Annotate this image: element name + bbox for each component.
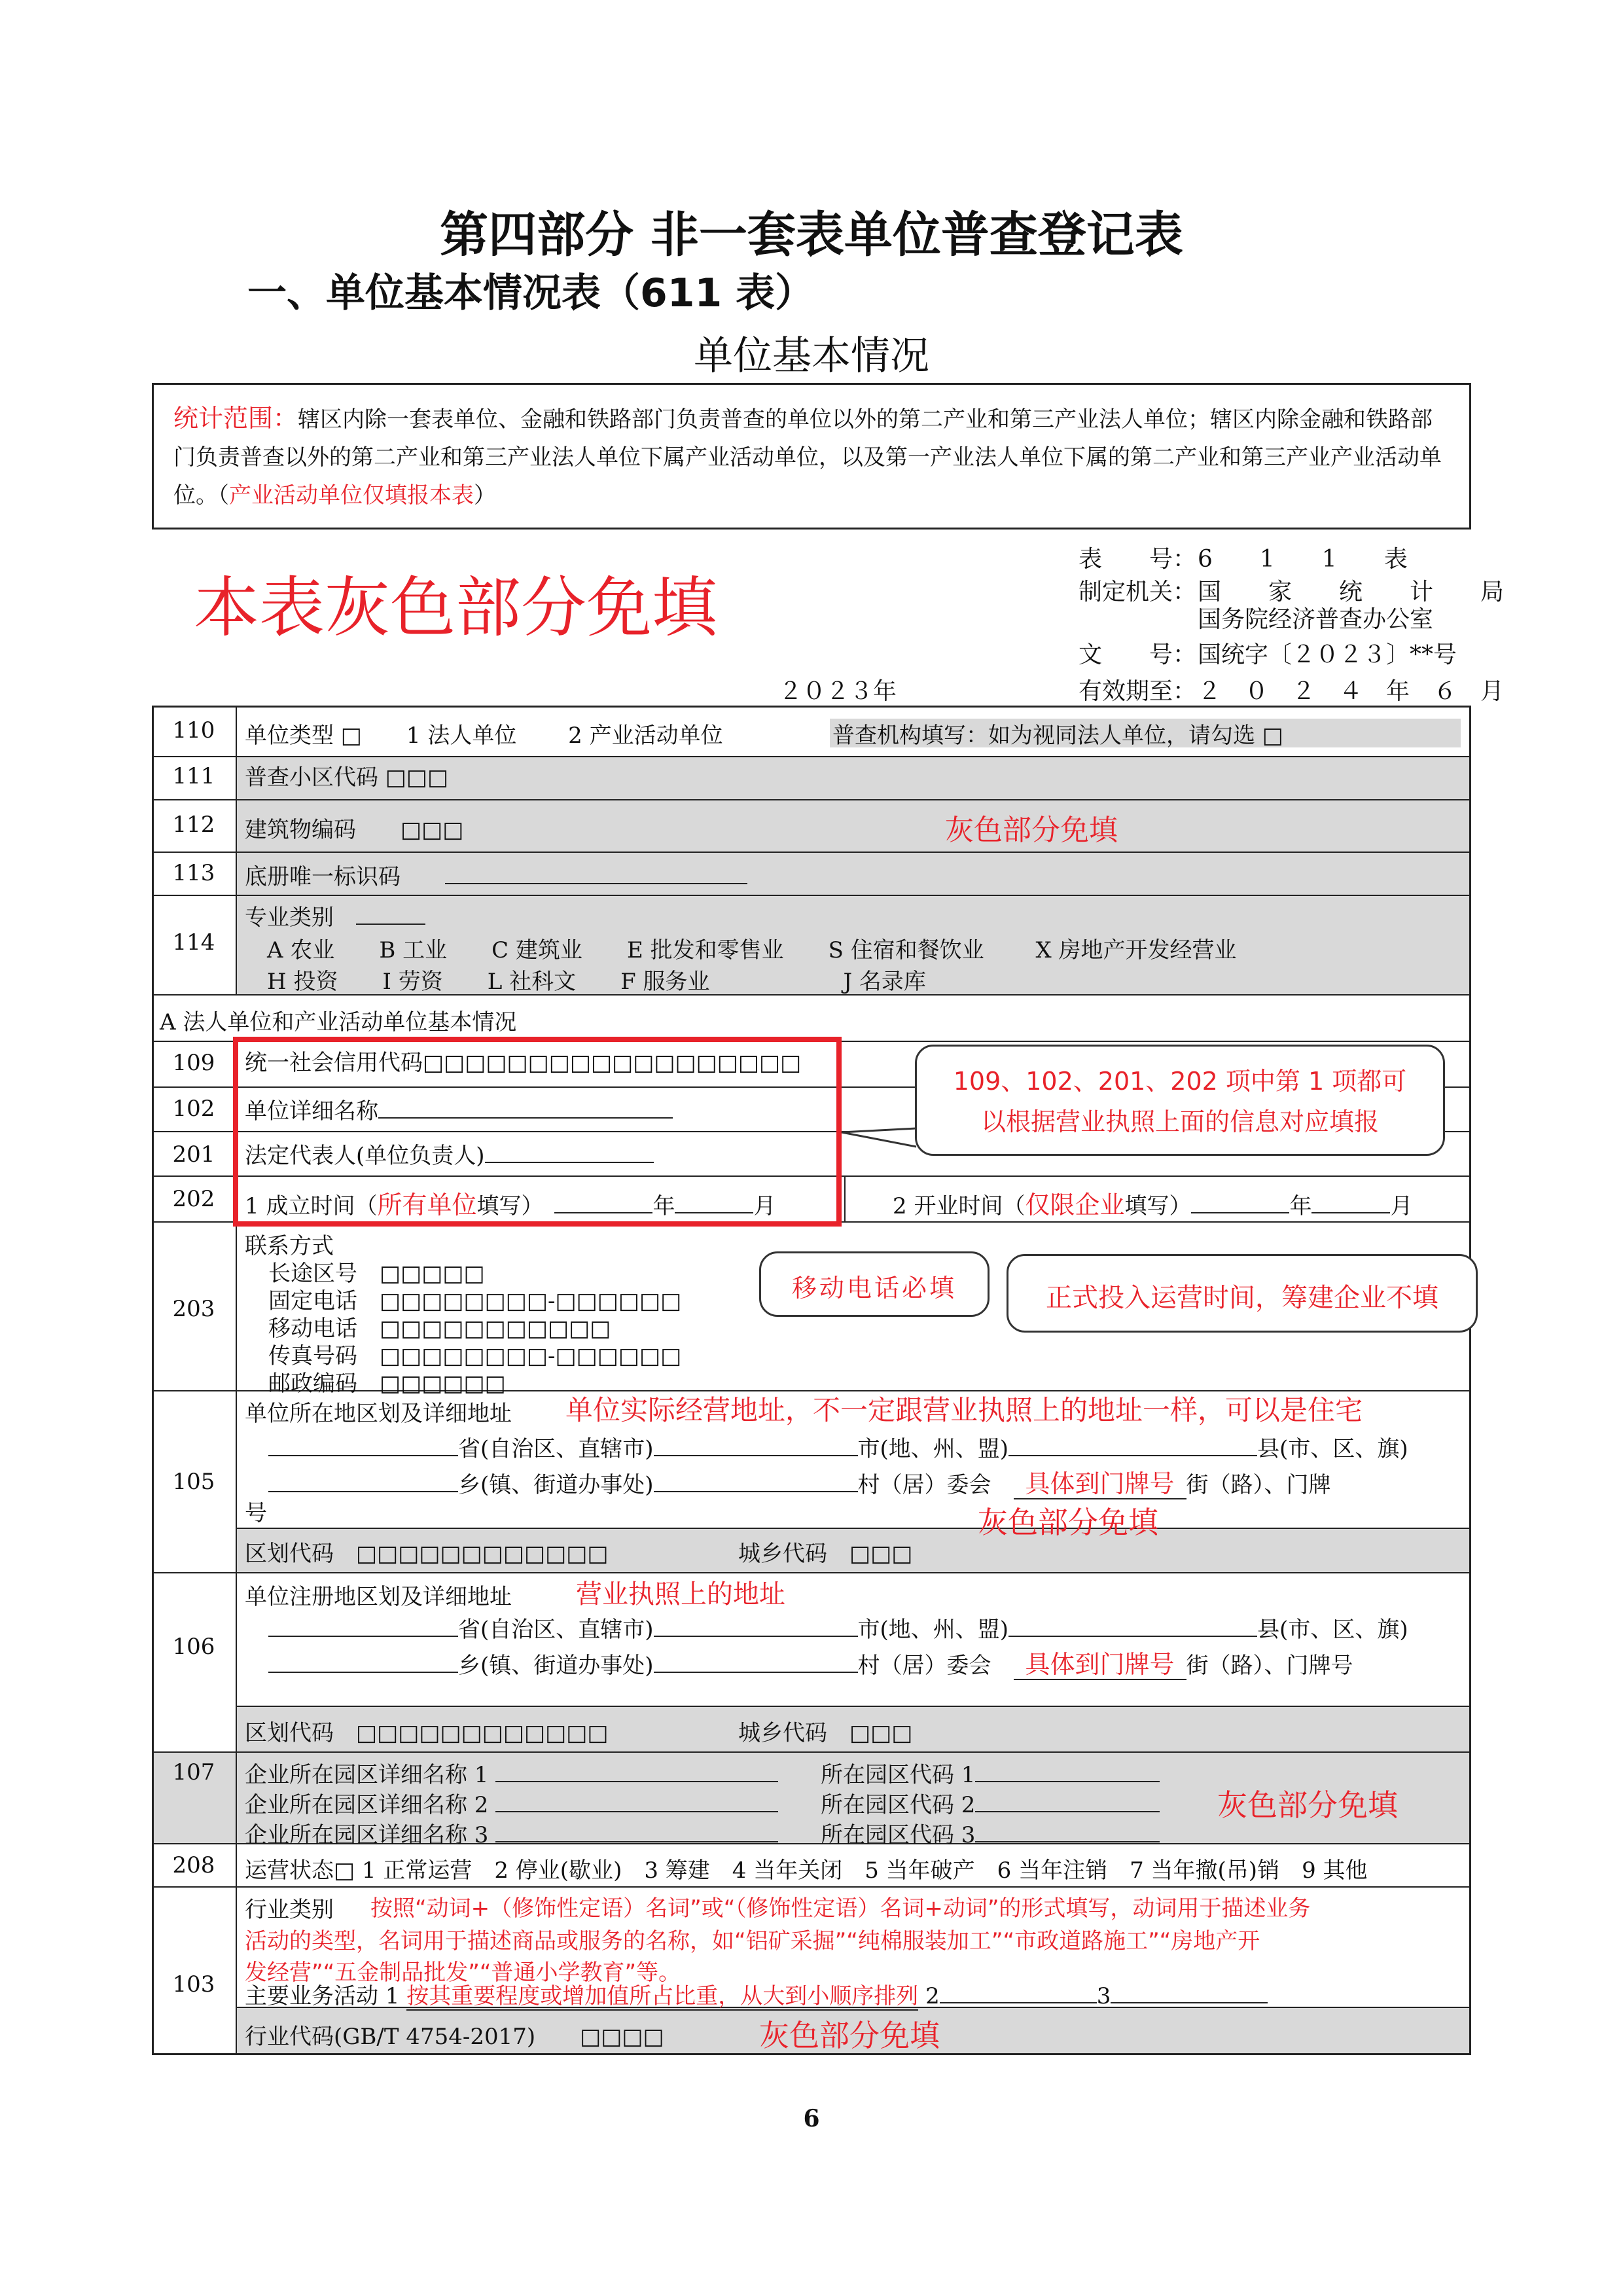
callout1-pointer bbox=[842, 1128, 916, 1147]
section-a-heading: A 法人单位和产业活动单位基本情况 bbox=[160, 1009, 517, 1035]
code-col-divider bbox=[236, 706, 237, 994]
r106-county: 县(市、区、旗) bbox=[1257, 1617, 1408, 1643]
row-border bbox=[152, 799, 1471, 800]
r106-line1[interactable] bbox=[268, 1611, 1408, 1643]
r105-line1[interactable] bbox=[268, 1431, 1408, 1463]
r203-fax[interactable]: 传真号码 □□□□□□□□-□□□□□□ bbox=[268, 1343, 682, 1369]
page-title: 第四部分 非一套表单位普查登记表 bbox=[440, 207, 1183, 263]
meta-valid-label: 有效期至： bbox=[1079, 678, 1197, 705]
r106-street-note: 具体到门牌号 bbox=[1014, 1650, 1186, 1680]
r105-village-blank bbox=[654, 1469, 858, 1492]
r102-text: 单位详细名称 bbox=[245, 1098, 378, 1124]
r107-code2-blank bbox=[975, 1789, 1160, 1812]
r107-name3-blank bbox=[495, 1819, 778, 1842]
r105-prov-blank bbox=[268, 1433, 458, 1456]
scope-note: 产业活动单位仅填报本表 bbox=[229, 482, 474, 509]
r105-town: 乡(镇、街道办事处) bbox=[458, 1472, 654, 1498]
r202-year: 年 bbox=[652, 1193, 675, 1219]
r107-name1-blank bbox=[495, 1759, 778, 1782]
r112-text[interactable]: 建筑物编码 □□□ bbox=[245, 817, 464, 843]
r202-month2: 月 bbox=[1390, 1193, 1413, 1219]
r107-code1-label: 所在园区代码 1 bbox=[821, 1762, 976, 1788]
r107-name3-label: 企业所在园区详细名称 3 bbox=[245, 1822, 489, 1848]
meta-org-label: 制定机关： bbox=[1079, 579, 1197, 605]
r203-label: 联系方式 bbox=[245, 1233, 334, 1259]
r105-street-note: 具体到门牌号 bbox=[1014, 1469, 1186, 1499]
scope-label: 统计范围： bbox=[173, 404, 298, 433]
scope-box bbox=[152, 383, 1471, 529]
r107-code1-blank bbox=[975, 1759, 1160, 1782]
r105-county: 县(市、区、旗) bbox=[1257, 1436, 1408, 1462]
r202-p2: 2 开业时间（ bbox=[893, 1193, 1026, 1219]
r103-n3: 3 bbox=[1096, 1983, 1111, 2009]
r202-month: 月 bbox=[753, 1193, 776, 1219]
r103-n3-blank bbox=[1111, 1980, 1268, 2003]
r109-text[interactable]: 统一社会信用代码□□□□□□□□□□□□□□□□□□ bbox=[245, 1050, 802, 1076]
r103-n2: 2 bbox=[925, 1983, 940, 2009]
r202-p2-red: 仅限企业 bbox=[1025, 1191, 1125, 1219]
r203-area-code[interactable]: 长途区号 □□□□□ bbox=[268, 1261, 485, 1287]
code-106: 106 bbox=[172, 1634, 215, 1660]
r202-p2b: 填写） bbox=[1124, 1193, 1192, 1219]
r105-city: 市(地、州、盟) bbox=[857, 1436, 1009, 1462]
r114-options-1: A 农业 B 工业 C 建筑业 E 批发和零售业 S 住宿和餐饮业 X 房地产开发经营业 bbox=[267, 937, 1237, 963]
r105-street: 街（路）、门牌 bbox=[1186, 1472, 1331, 1498]
meta-table-no-label: 表 号： bbox=[1079, 546, 1197, 573]
r107-code2-label: 所在园区代码 2 bbox=[821, 1792, 976, 1818]
code-107: 107 bbox=[172, 1759, 215, 1785]
meta-valid: ２ ０ ２ ４ 年 ６ 月 bbox=[1198, 678, 1505, 705]
meta-org1: 国 家 统 计 局 bbox=[1198, 579, 1505, 605]
meta-year: ２０２３年 bbox=[779, 678, 897, 705]
row-border bbox=[152, 895, 1471, 896]
r105-line2[interactable] bbox=[268, 1463, 1331, 1499]
code-111: 111 bbox=[172, 763, 215, 789]
row-border bbox=[236, 1706, 1471, 1707]
code-208: 208 bbox=[172, 1852, 215, 1878]
r202-p1: 1 成立时间（ bbox=[245, 1193, 378, 1219]
r106-town-blank bbox=[268, 1649, 458, 1673]
r103-main-activity[interactable] bbox=[245, 1978, 1268, 2010]
r111-text[interactable]: 普查小区代码 □□□ bbox=[245, 764, 449, 791]
row-border bbox=[152, 1886, 1471, 1888]
section-title: 单位基本情况 bbox=[694, 333, 929, 379]
r202-p1-red: 所有单位 bbox=[377, 1191, 477, 1219]
r202-year2: 年 bbox=[1289, 1193, 1312, 1219]
code-201: 201 bbox=[172, 1141, 215, 1168]
r103-desc3: 发经营”“五金制品批发”“普通小学教育”等。 bbox=[245, 1960, 681, 1986]
r106-town: 乡(镇、街道办事处) bbox=[458, 1653, 654, 1679]
r103-industry-code[interactable]: 行业代码(GB/T 4754-2017) □□□□ bbox=[245, 2024, 664, 2050]
row-border bbox=[152, 756, 1471, 757]
meta-org2: 国务院经济普查办公室 bbox=[1198, 606, 1434, 633]
r103-main-note: 按其重要程度或增加值所占比重，从大到小顺序排列 bbox=[406, 1983, 919, 2009]
code-102: 102 bbox=[172, 1096, 215, 1122]
r203-landline[interactable]: 固定电话 □□□□□□□□-□□□□□□ bbox=[268, 1288, 682, 1314]
code-113: 113 bbox=[172, 860, 215, 886]
r110-unit-type[interactable]: 单位类型 □ 1 法人单位 2 产业活动单位 bbox=[245, 723, 723, 749]
r105-note: 单位实际经营地址，不一定跟营业执照上的地址一样，可以是住宅 bbox=[565, 1394, 1363, 1426]
r107-gray-note: 灰色部分免填 bbox=[1217, 1787, 1398, 1823]
scope-text: 辖区内除一套表单位、金融和铁路部门负责普查的单位以外的第二产业和第三产业法人单位；辖区内除金融和铁路部门负责普查以外的第二产业和第三产业法人单位下属产业活动单位，以及第一产业法人单位下属的第二产业和第三产业产业活动单位。（ bbox=[173, 406, 1442, 509]
callout-license-info bbox=[915, 1045, 1445, 1156]
r113-text: 底册唯一标识码 bbox=[245, 864, 401, 890]
code-109: 109 bbox=[172, 1050, 215, 1076]
r107-code3[interactable] bbox=[821, 1817, 1160, 1849]
callout1-line1: 109、102、201、202 项中第 1 项都可 bbox=[953, 1067, 1407, 1096]
r105-division-code[interactable]: 区划代码 □□□□□□□□□□□□ bbox=[245, 1541, 609, 1567]
r106-label: 单位注册地区划及详细地址 bbox=[245, 1584, 512, 1610]
r203-mobile[interactable]: 移动电话 □□□□□□□□□□□ bbox=[268, 1316, 611, 1342]
code-105: 105 bbox=[172, 1469, 215, 1495]
code-110: 110 bbox=[172, 717, 215, 744]
meta-table-no: 6 1 1 表 bbox=[1198, 546, 1408, 573]
r105-county-blank bbox=[1008, 1433, 1257, 1456]
r110-gray-note[interactable]: 普查机构填写：如为视同法人单位，请勾选 □ bbox=[832, 723, 1283, 749]
r103-main-label: 主要业务活动 1 bbox=[245, 1983, 400, 2009]
r106-line2[interactable] bbox=[268, 1644, 1353, 1680]
page-number: 6 bbox=[803, 2105, 820, 2132]
scope-close: ） bbox=[474, 482, 496, 509]
r107-name2-label: 企业所在园区详细名称 2 bbox=[245, 1792, 489, 1818]
highlight-box-109-202 bbox=[233, 1037, 842, 1227]
r106-street: 街（路）、门牌号 bbox=[1186, 1653, 1353, 1679]
r208-status[interactable]: 运营状态□ 1 正常运营 2 停业(歇业) 3 筹建 4 当年关闭 5 当年破产 6 当年注销 7 当年撤(吊)销 9 其他 bbox=[245, 1857, 1368, 1884]
r107-name1[interactable] bbox=[245, 1757, 778, 1789]
r106-village-blank bbox=[654, 1649, 858, 1673]
r105-prov: 省(自治区、直辖市) bbox=[458, 1436, 654, 1462]
r202-p1b: 填写） bbox=[476, 1193, 533, 1219]
r105-gray-note: 灰色部分免填 bbox=[978, 1505, 1158, 1540]
r106-prov: 省(自治区、直辖市) bbox=[458, 1617, 654, 1643]
r105-urban-code[interactable]: 城乡代码 □□□ bbox=[738, 1541, 913, 1567]
r106-prov-blank bbox=[268, 1613, 458, 1637]
table-title: 一、单位基本情况表（611 表） bbox=[247, 270, 815, 316]
r106-village: 村（居）委会 bbox=[857, 1653, 991, 1679]
r106-division-code[interactable]: 区划代码 □□□□□□□□□□□□ bbox=[245, 1720, 609, 1746]
r113-underline bbox=[445, 861, 747, 884]
r107-name2[interactable] bbox=[245, 1787, 778, 1819]
r113-label[interactable] bbox=[245, 859, 747, 891]
row-border bbox=[152, 1572, 1471, 1573]
r106-note: 营业执照上的地址 bbox=[576, 1579, 785, 1609]
r114-label-wrap[interactable] bbox=[245, 899, 425, 931]
r103-gray-note: 灰色部分免填 bbox=[759, 2018, 940, 2053]
r107-code2[interactable] bbox=[821, 1787, 1160, 1819]
callout1-line2: 以根据营业执照上面的信息对应填报 bbox=[980, 1107, 1379, 1136]
r103-label: 行业类别 bbox=[245, 1897, 334, 1923]
r114-underline bbox=[356, 901, 425, 925]
code-103: 103 bbox=[172, 1971, 215, 1998]
row-border bbox=[152, 852, 1471, 853]
callout-operation-time: 正式投入运营时间，筹建企业不填 bbox=[1007, 1254, 1478, 1333]
code-112: 112 bbox=[172, 812, 215, 838]
r105-hao: 号 bbox=[245, 1500, 267, 1526]
callout-mobile-required: 移动电话必填 bbox=[759, 1251, 990, 1317]
r112-gray-note: 灰色部分免填 bbox=[945, 814, 1118, 847]
r107-code3-label: 所在园区代码 3 bbox=[821, 1822, 976, 1848]
r106-urban-code[interactable]: 城乡代码 □□□ bbox=[738, 1720, 913, 1746]
row-border bbox=[236, 1528, 1471, 1529]
code-203: 203 bbox=[172, 1296, 215, 1322]
r114-label: 专业类别 bbox=[245, 905, 334, 931]
row-border bbox=[152, 1751, 1471, 1753]
meta-doc-label: 文 号： bbox=[1079, 641, 1197, 668]
r103-desc1: 按照“动词+（修饰性定语）名词”或“（修饰性定语）名词+动词”的形式填写，动词用于描述业务 bbox=[370, 1895, 1311, 1922]
r106-city-blank bbox=[654, 1613, 858, 1637]
r107-name1-label: 企业所在园区详细名称 1 bbox=[245, 1762, 489, 1788]
r103-n2-blank bbox=[940, 1980, 1097, 2003]
r203-postal[interactable]: 邮政编码 □□□□□□ bbox=[268, 1371, 506, 1397]
r106-city: 市(地、州、盟) bbox=[857, 1617, 1009, 1643]
r106-county-blank bbox=[1008, 1613, 1257, 1637]
r103-desc2: 活动的类型，名词用于描述商品或服务的名称，如“铝矿采掘”“纯棉服装加工”“市政道路施工”“房地产开 bbox=[245, 1928, 1260, 1954]
r105-town-blank bbox=[268, 1469, 458, 1492]
r107-code3-blank bbox=[975, 1819, 1160, 1842]
code-202: 202 bbox=[172, 1186, 215, 1212]
r114-options-2: H 投资 I 劳资 L 社科文 F 服务业 J 名录库 bbox=[267, 969, 926, 995]
meta-doc: 国统字〔２０２３〕**号 bbox=[1198, 641, 1457, 668]
r107-name3[interactable] bbox=[245, 1817, 778, 1849]
r105-village: 村（居）委会 bbox=[857, 1472, 991, 1498]
r201-text: 法定代表人(单位负责人) bbox=[245, 1143, 485, 1169]
gray-exempt-banner: 本表灰色部分免填 bbox=[194, 569, 717, 646]
r107-code1[interactable] bbox=[821, 1757, 1160, 1789]
code-114: 114 bbox=[172, 929, 215, 956]
r105-city-blank bbox=[654, 1433, 858, 1456]
r105-label: 单位所在地区划及详细地址 bbox=[245, 1401, 512, 1427]
r107-name2-blank bbox=[495, 1789, 778, 1812]
